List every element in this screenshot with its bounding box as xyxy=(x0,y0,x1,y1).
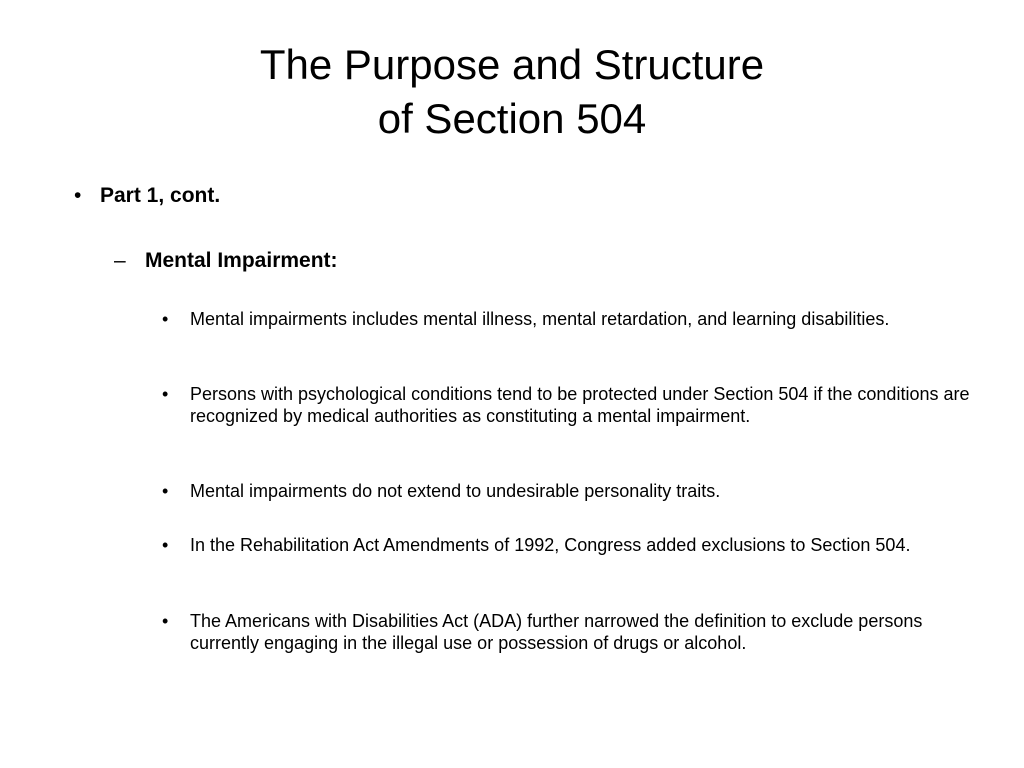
bullet-marker: • xyxy=(162,535,169,555)
bullet-text: Mental Impairment: xyxy=(145,249,338,272)
bullet-text: Mental impairments do not extend to undesirable personality traits. xyxy=(190,481,721,501)
bullet-marker: • xyxy=(74,184,82,207)
bullet-text: Part 1, cont. xyxy=(100,184,221,207)
bullet-text: In the Rehabilitation Act Amendments of 1992, Congress added exclusions to Section 504. xyxy=(190,535,911,555)
bullet-level-2 xyxy=(114,248,338,274)
bullet-text: Mental impairments includes mental illness, mental retardation, and learning disabilities. xyxy=(190,309,890,329)
bullet-text: Persons with psychological conditions tend to be protected under Section 504 if the conditions are recognized by medical authorities as constituting a mental impairment. xyxy=(190,384,970,426)
slide-title-line-2: of Section 504 xyxy=(377,95,647,142)
bullet-level-3-item xyxy=(162,383,972,427)
bullet-level-1 xyxy=(74,183,220,209)
bullet-marker: • xyxy=(162,481,169,501)
bullet-marker: • xyxy=(162,611,169,631)
slide-title-line-1: The Purpose and Structure xyxy=(259,41,765,88)
bullet-level-3-item xyxy=(162,610,972,654)
bullet-marker: • xyxy=(162,384,169,404)
bullet-level-3-item xyxy=(162,480,972,502)
bullet-marker: • xyxy=(162,309,169,329)
bullet-text: The Americans with Disabilities Act (ADA) further narrowed the definition to exclude persons currently engaging in the illegal use or possession of drugs or alcohol. xyxy=(190,611,923,653)
dash-marker: – xyxy=(114,249,126,272)
bullet-level-3-item xyxy=(162,534,972,556)
bullet-level-3-item xyxy=(162,308,972,330)
